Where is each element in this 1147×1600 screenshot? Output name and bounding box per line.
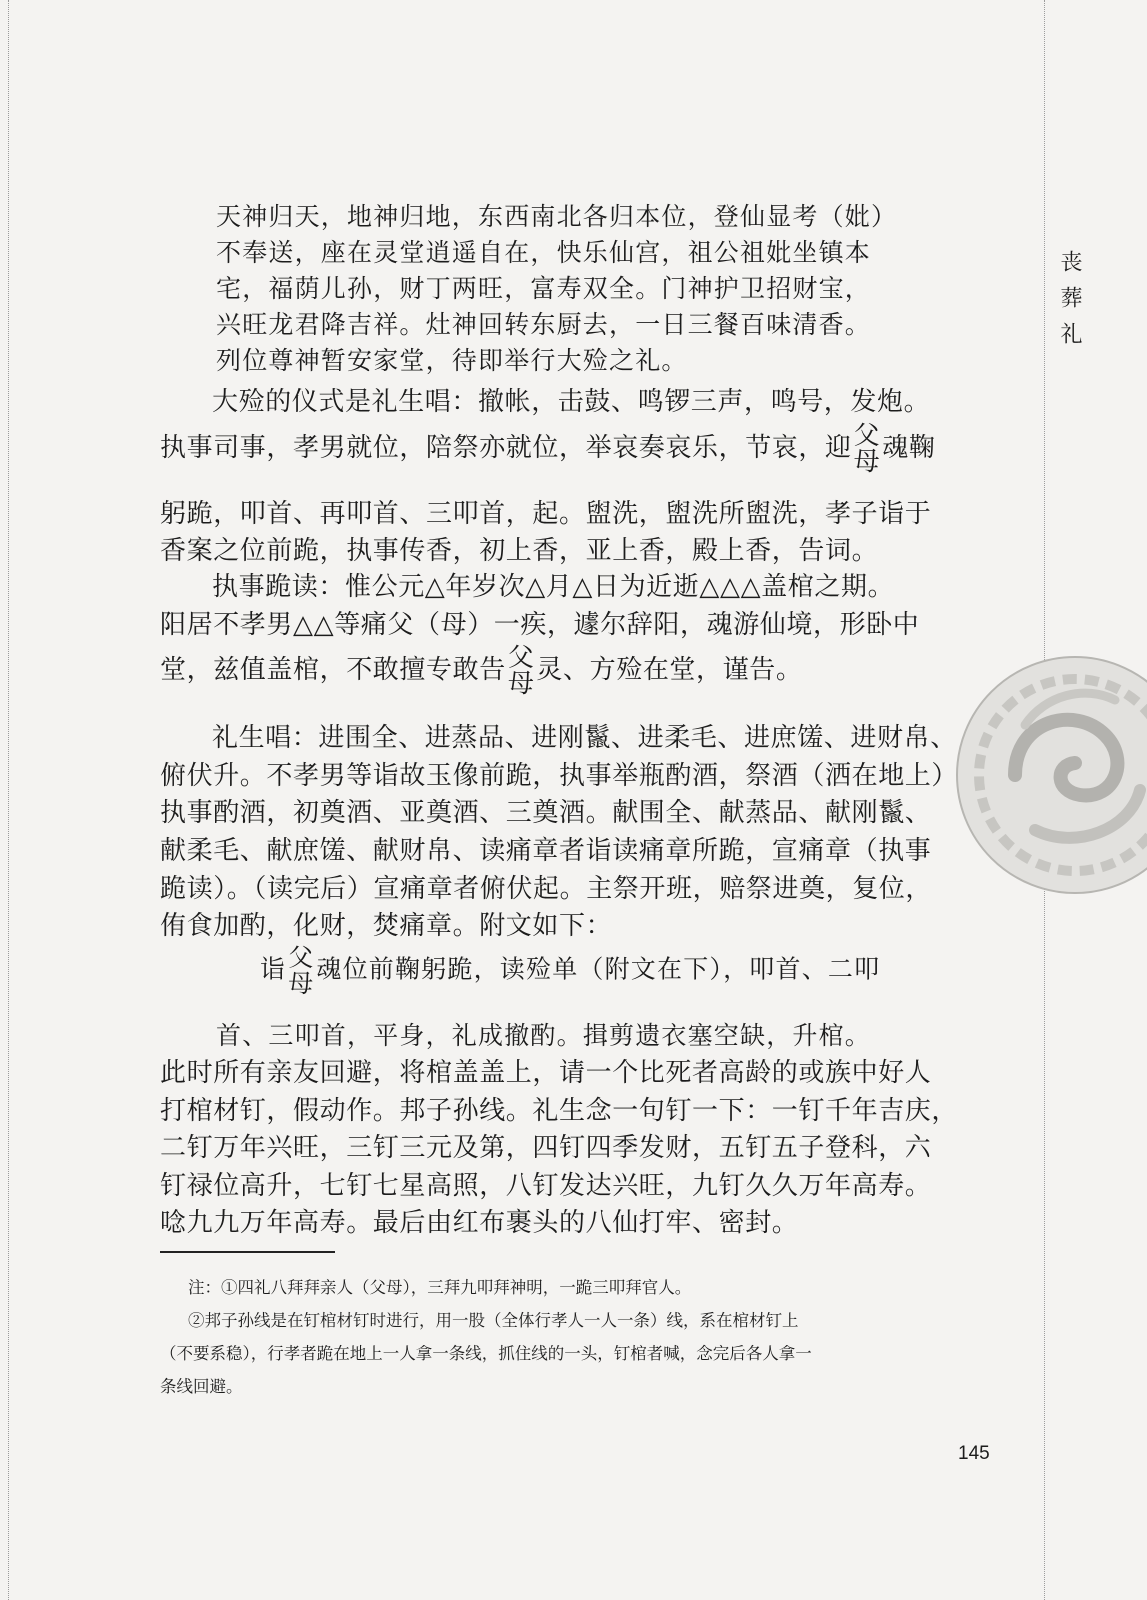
side-tab (1048, 250, 1088, 373)
para4-line4: 钉禄位高升，七钉七星高照，八钉发达兴旺，九钉久久万年高寿。 (160, 1171, 932, 1201)
page-number: 145 (958, 1443, 990, 1464)
para3-line3: 执事酌酒，初奠酒、亚奠酒、三奠酒。献围全、献蒸品、献刚鬣、 (160, 798, 932, 828)
stack-bottom: 母 (853, 447, 881, 477)
quote-line1-text: 魂位前鞠躬跪，读殓单（附文在下），叩首、二叩 (316, 954, 881, 984)
footnote-2-line3: 条线回避。 (160, 1377, 243, 1396)
stack-top: 父 (288, 943, 315, 972)
para1-line4: 香案之位前跪，执事传香，初上香，亚上香，殿上香，告词。 (160, 536, 879, 566)
para4-line2: 打棺材钉，假动作。邦子孙线。礼生念一句钉一下：一钉千年吉庆， (160, 1096, 959, 1126)
verse-line-5: 列位尊神暂安家堂，待即举行大殓之礼。 (216, 346, 688, 375)
quote-line1-head: 诣 (260, 954, 287, 984)
stack-top: 父 (853, 421, 881, 451)
para3-line2: 俯伏升。不孝男等诣故玉像前跪，执事举瓶酌酒，祭酒（洒在地上） (160, 761, 959, 791)
stack-bottom: 母 (507, 669, 535, 699)
footnote-2-line2: （不要系稳），行孝者跪在地上一人拿一条线，抓住线的一头，钉棺者喊，念完后各人拿一 (160, 1344, 812, 1363)
verse-line-1: 天神归天，地神归地，东西南北各归本位，登仙显考（妣） (216, 202, 898, 231)
para1-line1: 大殓的仪式是礼生唱：撤帐，击鼓、鸣锣三声，鸣号，发炮。 (212, 387, 931, 417)
verse-line-3: 宅，福荫儿孙，财丁两旺，富寿双全。门神护卫招财宝， (216, 274, 872, 303)
parent-stack (288, 945, 314, 997)
parent-stack (508, 645, 535, 697)
parent-stack (854, 423, 881, 475)
stack-bottom: 母 (288, 969, 315, 998)
para1-line2-tail: 魂鞠 (882, 433, 936, 463)
para1-line2-text: 执事司事，孝男就位，陪祭亦就位，举哀奏哀乐，节哀，迎 (160, 433, 852, 463)
side-tab-label: 丧葬礼 (1057, 250, 1082, 358)
para2-line1: 执事跪读：惟公元△年岁次△月△日为近逝△△△盖棺之期。 (212, 572, 895, 602)
para3-line4: 献柔毛、献庶馐、献财帛、读痛章者诣读痛章所跪，宣痛章（执事 (160, 836, 932, 866)
verse-line-4: 兴旺龙君降吉祥。灶神回转东厨去，一日三餐百味清香。 (216, 310, 872, 339)
para4-line1: 此时所有亲友回避，将棺盖盖上，请一个比死者高龄的或族中好人 (160, 1058, 932, 1088)
quote-line2: 首、三叩首，平身，礼成撤酌。揖剪遗衣塞空缺，升棺。 (216, 1021, 872, 1050)
footnote-rule (160, 1251, 335, 1253)
footnote-2-line1: ②邦子孙线是在钉棺材钉时进行，用一股（全体行孝人一人一条）线，系在棺材钉上 (188, 1311, 799, 1330)
quote-line1 (260, 945, 880, 997)
binding-edge (0, 0, 9, 1600)
para2-line2: 阳居不孝男△△等痛父（母）一疾，遽尔辞阳，魂游仙境，形卧中 (160, 610, 920, 640)
para1-line3: 躬跪，叩首、再叩首、三叩首，起。盥洗，盥洗所盥洗，孝子诣于 (160, 499, 932, 529)
para2-line3-tail: 灵、方殓在堂，谨告。 (536, 655, 803, 685)
para4-line3: 二钉万年兴旺，三钉三元及第，四钉四季发财，五钉五子登科，六 (160, 1133, 932, 1163)
para1-line2 (160, 423, 935, 475)
para2-line3 (160, 645, 802, 697)
para3-line6: 侑食加酌，化财，焚痛章。附文如下： (160, 911, 613, 941)
footnote-1: 注：①四礼八拜拜亲人（父母），三拜九叩拜神明，一跪三叩拜官人。 (188, 1278, 692, 1297)
para2-line3-text: 堂，兹值盖棺，不敢擅专敢告 (160, 655, 506, 685)
decorative-medallion (955, 625, 1147, 925)
verse-line-2: 不奉送，座在灵堂逍遥自在，快乐仙宫，祖公祖妣坐镇本 (216, 238, 872, 267)
para4-line5: 唸九九万年高寿。最后由红布裹头的八仙打牢、密封。 (160, 1208, 799, 1238)
para3-line1: 礼生唱：进围全、进蒸品、进刚鬣、进柔毛、进庶馐、进财帛、 (212, 723, 957, 753)
stack-top: 父 (507, 643, 535, 673)
para3-line5: 跪读）。（读完后）宣痛章者俯伏起。主祭开班，赔祭进奠，复位， (160, 874, 933, 904)
